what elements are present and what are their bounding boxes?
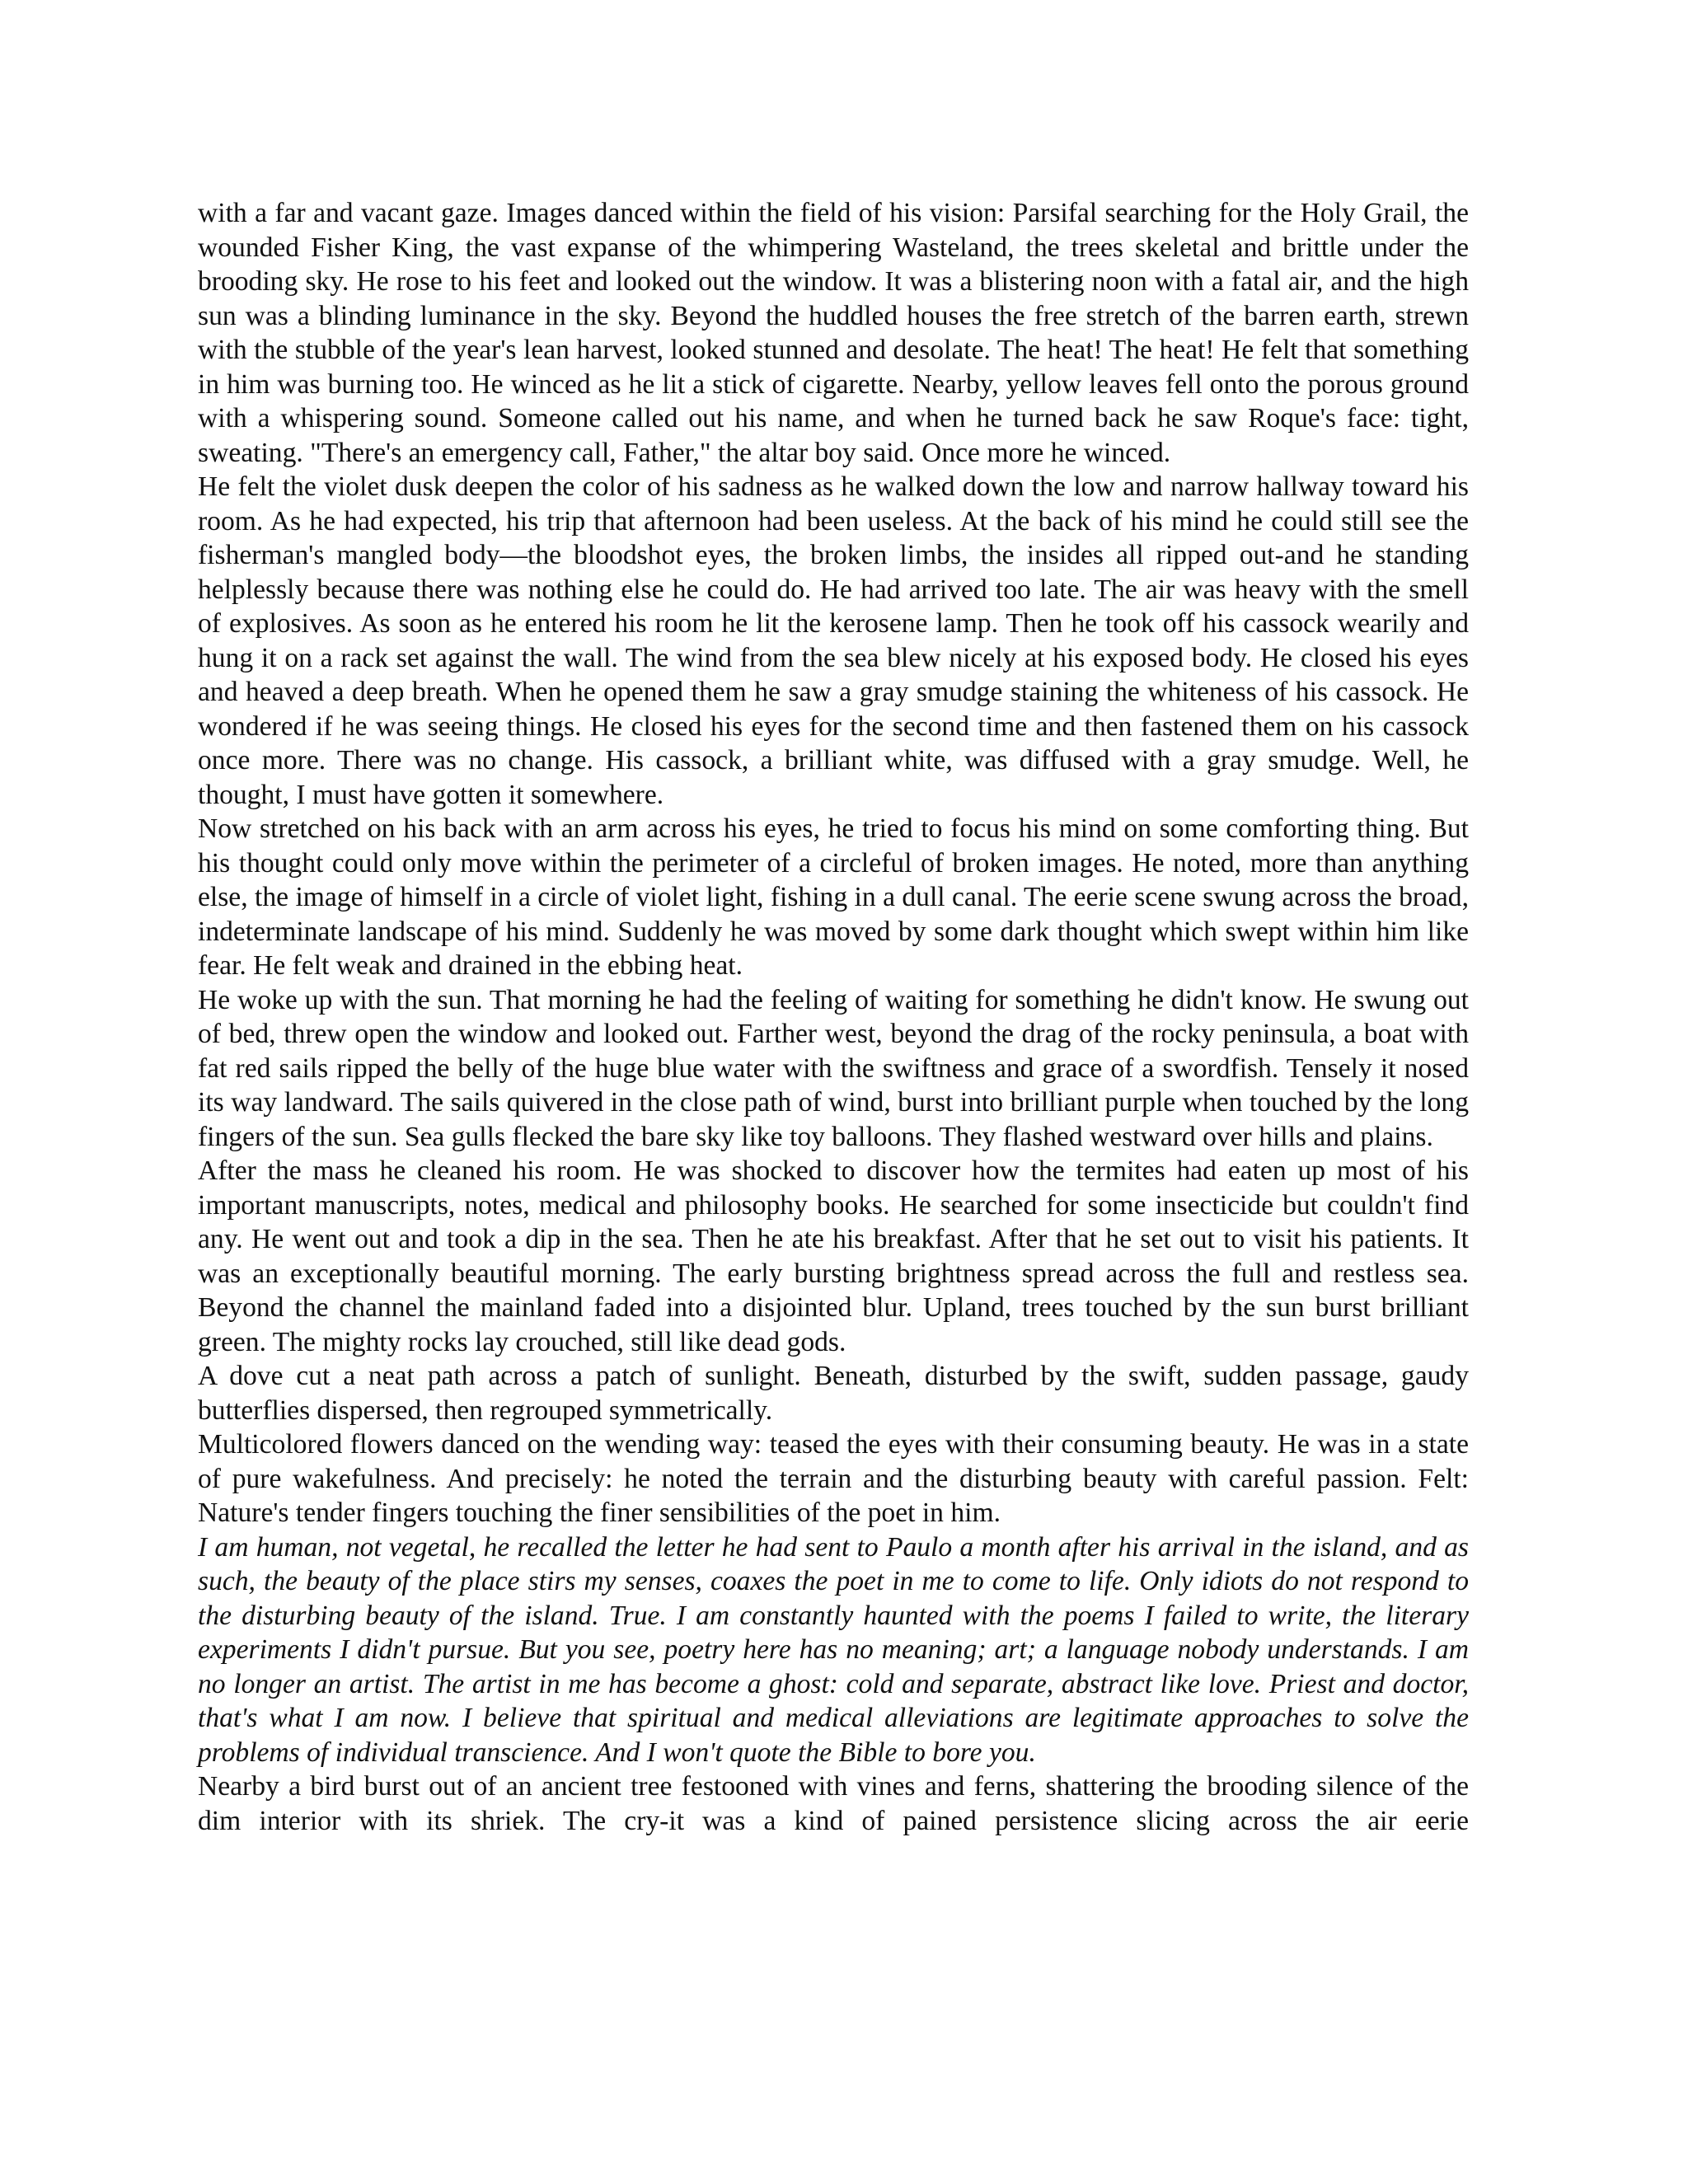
paragraph-1: with a far and vacant gaze. Images danced within the field of his vision: Parsifal searching for the Holy Grail, the wounded Fisher King, the vast expanse of the whimpering Wasteland, the trees skeletal and brittle under the brooding sky. He rose to his feet and looked out the window. It was a blistering noon with a fatal air, and the high sun was a blinding luminance in the sky. Beyond the huddled houses the free stretch of the barren earth, strewn with the stubble of the year's lean harvest, looked stunned and desolate. The heat! The heat! He felt that something in him was burning too. He winced as he lit a stick of cigarette. Nearby, yellow leaves fell onto the porous ground with a whispering sound. Someone called out his name, and when he turned back he saw Roque's face: tight, sweating. "There's an emergency call, Father," the altar boy said. Once more he winced. <box>198 198 1469 468</box>
paragraph-4: He woke up with the sun. That morning he had the feeling of waiting for something he didn't know. He swung out of bed, threw open the window and looked out. Farther west, beyond the drag of the rocky peninsula, a boat with fat red sails ripped the belly of the huge blue water with the swiftness and grace of a swordfish. Tensely it nosed its way landward. The sails quivered in the close path of wind, burst into brilliant purple when touched by the long fingers of the sun. Sea gulls flecked the bare sky like toy balloons. They flashed westward over hills and plains. <box>198 984 1469 1152</box>
body-text <box>198 196 1469 1838</box>
paragraph-5: After the mass he cleaned his room. He was shocked to discover how the termites had eaten up most of his important manuscripts, notes, medical and philosophy books. He searched for some insecticide but couldn't find any. He went out and took a dip in the sea. Then he ate his breakfast. After that he set out to visit his patients. It was an exceptionally beautiful morning. The early bursting brightness spread across the full and restless sea. Beyond the channel the mainland faded into a disjointed blur. Upland, trees touched by the sun burst brilliant green. The mighty rocks lay crouched, still like dead gods. <box>198 1155 1469 1357</box>
paragraph-9: Nearby a bird burst out of an ancient tree festooned with vines and ferns, shattering the brooding silence of the dim interior with its shriek. The cry-it was a kind of pained persistence slicing across the air eerie <box>198 1771 1469 1836</box>
paragraph-3: Now stretched on his back with an arm across his eyes, he tried to focus his mind on some comforting thing. But his thought could only move within the perimeter of a circleful of broken images. He noted, more than anything else, the image of himself in a circle of violet light, fishing in a dull canal. The eerie scene swung across the broad, indeterminate landscape of his mind. Suddenly he was moved by some dark thought which swept within him like fear. He felt weak and drained in the ebbing heat. <box>198 813 1469 981</box>
paragraph-2: He felt the violet dusk deepen the color of his sadness as he walked down the low and narrow hallway toward his room. As he had expected, his trip that afternoon had been useless. At the back of his mind he could still see the fisherman's mangled body—the bloodshot eyes, the broken limbs, the insides all ripped out-and he standing helplessly because there was nothing else he could do. He had arrived too late. The air was heavy with the smell of explosives. As soon as he entered his room he lit the kerosene lamp. Then he took off his cassock wearily and hung it on a rack set against the wall. The wind from the sea blew nicely at his exposed body. He closed his eyes and heaved a deep breath. When he opened them he saw a gray smudge staining the whiteness of his cassock. He wondered if he was seeing things. He closed his eyes for the second time and then fastened them on his cassock once more. There was no change. His cassock, a brilliant white, was diffused with a gray smudge. Well, he thought, I must have gotten it somewhere. <box>198 471 1469 810</box>
paragraph-6: A dove cut a neat path across a patch of sunlight. Beneath, disturbed by the swift, sudden passage, gaudy butterflies dispersed, then regrouped symmetrically. <box>198 1361 1469 1426</box>
paragraph-7: Multicolored flowers danced on the wending way: teased the eyes with their consuming beauty. He was in a state of pure wakefulness. And precisely: he noted the terrain and the disturbing beauty with careful passion. Felt: Nature's tender fingers touching the finer sensibilities of the poet in him. <box>198 1429 1469 1528</box>
paragraph-letter-italic: I am human, not vegetal, he recalled the letter he had sent to Paulo a month after his arrival in the island, and as such, the beauty of the place stirs my senses, coaxes the poet in me to come to life. Only idiots do not respond to the disturbing beauty of the island. True. I am constantly haunted with the poems I failed to write, the literary experiments I didn't pursue. But you see, poetry here has no meaning; art; a language nobody understands. I am no longer an artist. The artist in me has become a ghost: cold and separate, abstract like love. Priest and doctor, that's what I am now. I believe that spiritual and medical alleviations are legitimate approaches to solve the problems of individual transcience. And I won't quote the Bible to bore you. <box>198 1531 1469 1768</box>
